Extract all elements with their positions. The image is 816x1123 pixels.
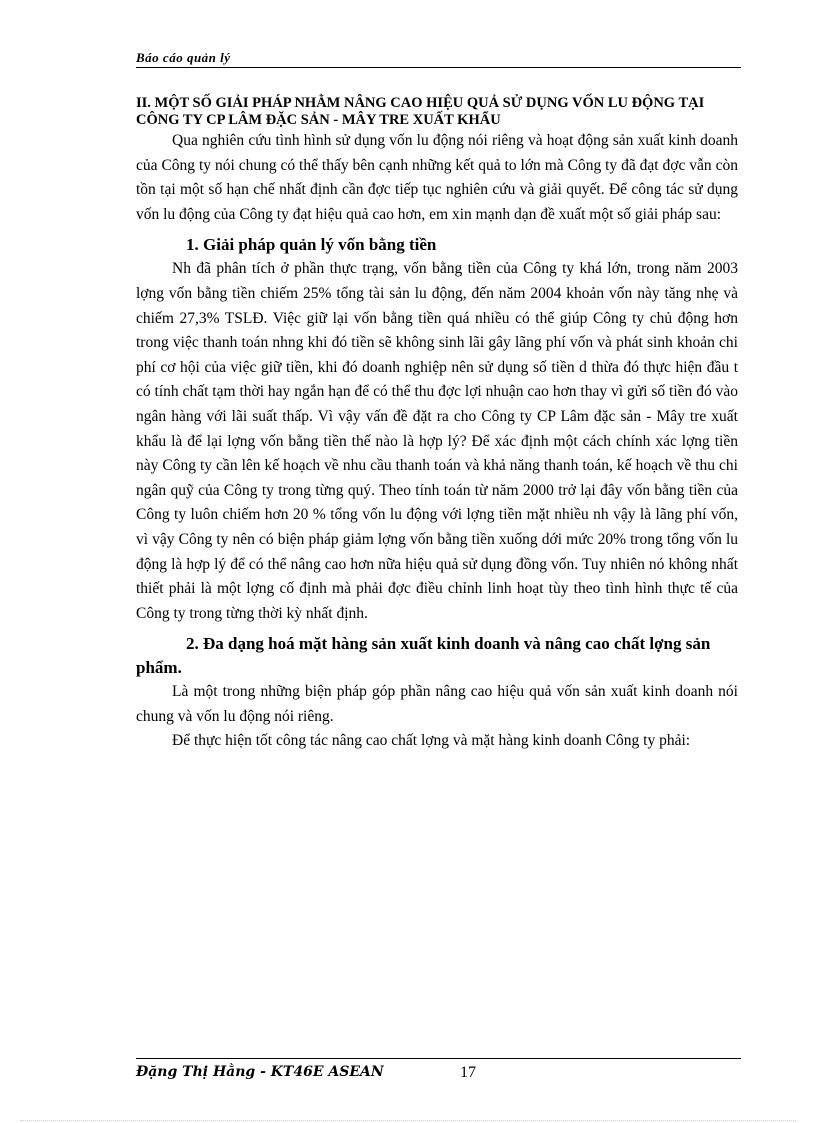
- subsection-2-body-1: Là một trong những biện pháp góp phần nâng cao hiệu quả vốn sản xuất kinh doanh nói chung và vốn lu động nói riêng.: [136, 683, 738, 725]
- page-number: 17: [460, 1064, 476, 1081]
- footer-divider: [136, 1058, 741, 1059]
- subsection-2-body-2: Để thực hiện tốt công tác nâng cao chất lợng và mặt hàng kinh doanh Công ty phải:: [172, 732, 691, 750]
- section-heading: II. MỘT SỐ GIẢI PHÁP NHẰM NÂNG CAO HIỆU QUẢ SỬ DỤNG VỐN LU ĐỘNG TẠI CÔNG TY CP LÂM ĐẶC SẢN - MÂY TRE XUẤT KHẨU: [136, 95, 705, 128]
- subsection-2-title: 2. Đa dạng hoá mặt hàng sản xuất kinh doanh và nâng cao chất lợng sản phẩm.: [136, 634, 711, 678]
- header-title: Báo cáo quản lý: [136, 50, 231, 65]
- footer-author: Đặng Thị Hằng - KT46E ASEAN: [136, 1064, 384, 1080]
- page-content: [136, 95, 738, 754]
- page-bottom-border: [20, 1120, 796, 1121]
- page-header: [136, 49, 741, 68]
- subsection-1-title: 1. Giải pháp quản lý vốn bằng tiền: [186, 235, 437, 255]
- intro-paragraph: Qua nghiên cứu tình hình sử dụng vốn lu động nói riêng và hoạt động sản xuất kinh doanh của Công ty nói chung có thể thấy bên cạnh những kết quả to lớn mà Công ty đã đạt đợc vẫn còn tồn tại một số hạn chế nhất định cần đợc tiếp tục nghiên cứu và giải quyết. Để công tác sử dụng vốn lu động của Công ty đạt hiệu quả cao hơn, em xin mạnh dạn đề xuất một số giải pháp sau:: [136, 132, 738, 223]
- subsection-1-body: Nh đã phân tích ở phần thực trạng, vốn bằng tiền của Công ty khá lớn, trong năm 2003 lợng vốn bằng tiền chiếm 25% tổng tài sản lu động, đến năm 2004 khoản vốn này tăng nhẹ và chiếm 27,3% TSLĐ. Việc giữ lại vốn bằng tiền quá nhiều có thể giúp Công ty chủ động hơn trong việc thanh toán nhng khi đó tiền sẽ không sinh lãi gây lãng phí vốn và phát sinh khoản chi phí cơ hội của việc giữ tiền, khi đó doanh nghiệp nên sử dụng số tiền d thừa đó thực hiện đầu t có tính chất tạm thời hay ngắn hạn để có thể thu đợc lợi nhuận cao hơn thay vì gửi số tiền đó vào ngân hàng với lãi suất thấp. Vì vậy vấn đề đặt ra cho Công ty CP Lâm đặc sản - Mây tre xuất khẩu là để lại lợng vốn bằng tiền thế nào là hợp lý? Để xác định một cách chính xác lợng tiền này Công ty cần lên kế hoạch về nhu cầu thanh toán và khả năng thanh toán, kế hoạch về thu chi ngân quỹ của Công ty trong từng quý. Theo tính toán từ năm 2000 trở lại đây vốn bằng tiền của Công ty luôn chiếm hơn 20 % tổng vốn lu động với lợng tiền mặt nhiều nh vậy là lãng phí vốn, vì vậy Công ty nên có biện pháp giảm lợng vốn bằng tiền xuống dới mức 20% trong tổng vốn lu động là hợp lý để có thể nâng cao hơn nữa hiệu quả sử dụng đồng vốn. Tuy nhiên nó không nhất thiết phải là một lợng cố định mà phải đợc điều chỉnh linh hoạt tùy theo tình hình thực tế của Công ty trong từng thời kỳ nhất định.: [136, 260, 738, 622]
